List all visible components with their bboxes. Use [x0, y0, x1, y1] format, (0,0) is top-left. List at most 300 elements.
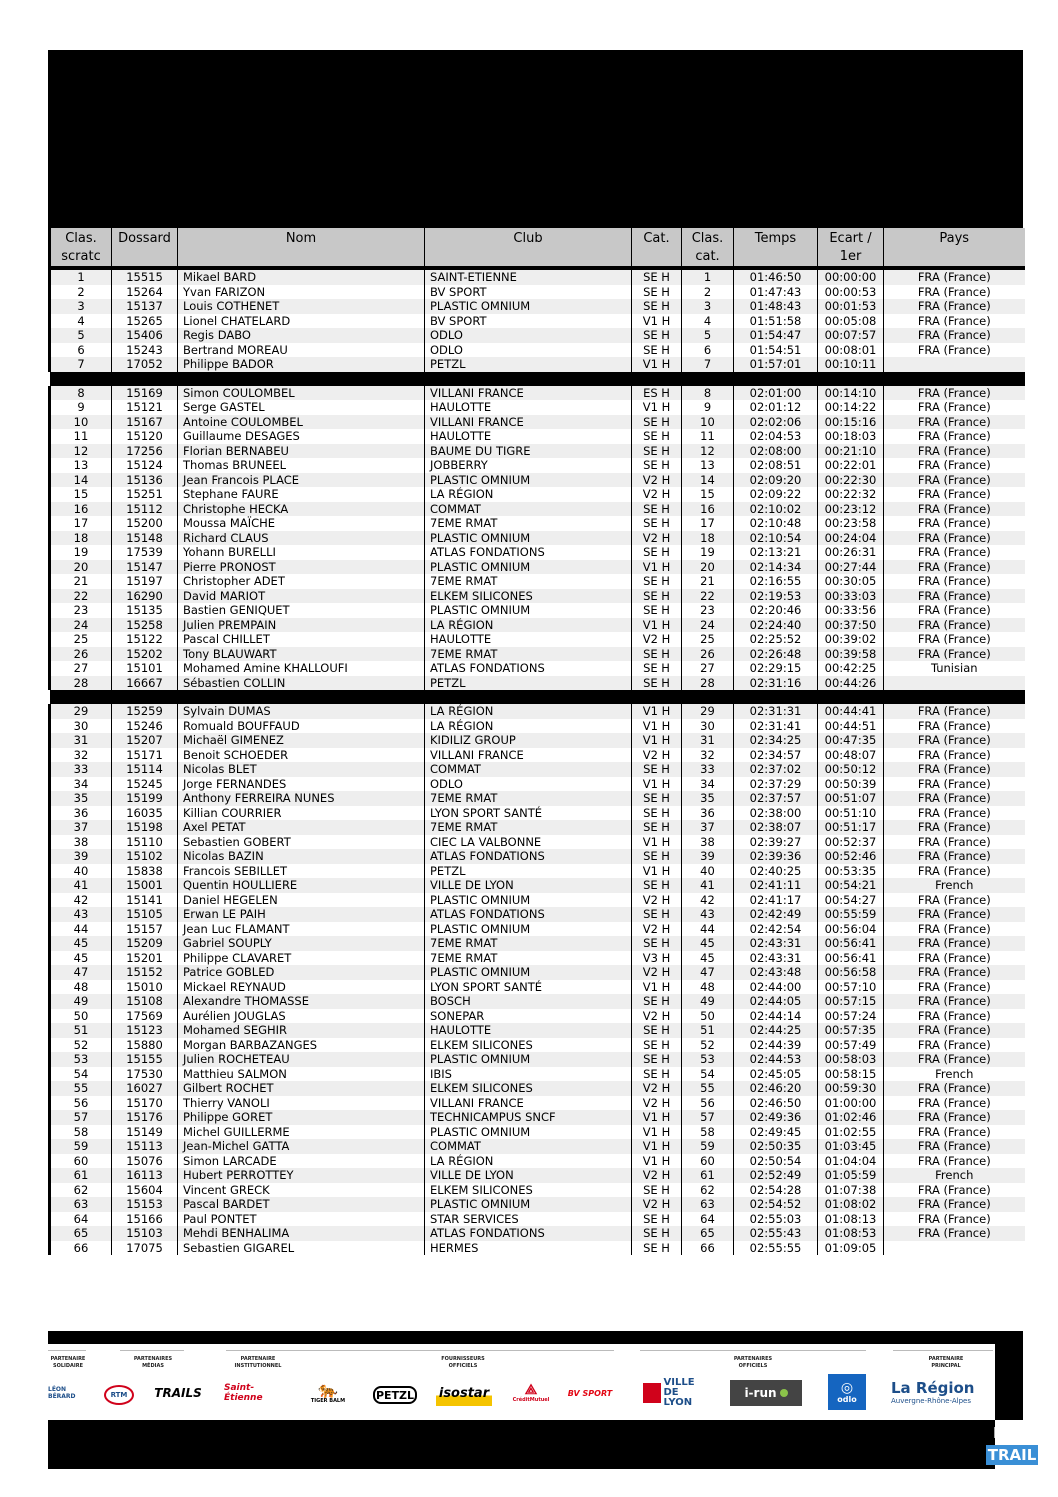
country-cell: FRA (France)	[884, 791, 1025, 806]
cat-rank-cell: 10	[682, 415, 734, 430]
country-cell: FRA (France)	[884, 487, 1025, 502]
cat-cell: V1 H	[632, 777, 682, 792]
club-cell: HAULOTTE	[425, 1023, 632, 1038]
club-cell: LA RÉGION	[425, 704, 632, 719]
rank-cell: 50	[50, 1009, 112, 1024]
rank-cell: 63	[50, 1197, 112, 1212]
name-cell: Anthony FERREIRA NUNES	[178, 791, 425, 806]
bib-cell: 15152	[112, 965, 178, 980]
gap-cell: 01:05:59	[818, 1168, 884, 1183]
gap-cell: 01:03:45	[818, 1139, 884, 1154]
gap-cell: 00:33:56	[818, 603, 884, 618]
table-row	[50, 893, 1025, 908]
cat-rank-cell: 53	[682, 1052, 734, 1067]
country-cell: French	[884, 878, 1025, 893]
time-cell: 02:39:36	[734, 849, 818, 864]
caption-institutionnel: PARTENAIRE INSTITUTIONNEL	[234, 1356, 282, 1369]
country-cell: FRA (France)	[884, 1154, 1025, 1169]
club-cell: COMMAT	[425, 502, 632, 517]
name-cell: Pierre PRONOST	[178, 560, 425, 575]
time-cell: 02:31:31	[734, 704, 818, 719]
club-cell: VILLE DE LYON	[425, 1168, 632, 1183]
rank-cell: 8	[50, 386, 112, 401]
bib-cell: 15406	[112, 328, 178, 343]
time-cell: 02:49:45	[734, 1125, 818, 1140]
bib-cell: 15105	[112, 907, 178, 922]
bib-cell: 15166	[112, 1212, 178, 1227]
club-cell: IBIS	[425, 1067, 632, 1082]
cat-rank-cell: 13	[682, 458, 734, 473]
time-cell: 02:40:25	[734, 864, 818, 879]
bib-cell: 15155	[112, 1052, 178, 1067]
club-cell: VILLANI FRANCE	[425, 748, 632, 763]
table-row	[50, 1038, 1025, 1053]
rank-cell: 13	[50, 458, 112, 473]
gap-cell: 00:37:50	[818, 618, 884, 633]
cat-cell: SE H	[632, 415, 682, 430]
club-cell: VILLANI FRANCE	[425, 386, 632, 401]
gap-cell: 00:47:35	[818, 733, 884, 748]
club-cell: LYON SPORT SANTÉ	[425, 980, 632, 995]
club-cell: 7EME RMAT	[425, 574, 632, 589]
gap-cell: 00:23:58	[818, 516, 884, 531]
cat-cell: SE H	[632, 285, 682, 300]
cat-rank-cell: 42	[682, 893, 734, 908]
gap-cell: 00:51:10	[818, 806, 884, 821]
table-row	[50, 357, 1025, 372]
time-cell: 02:52:49	[734, 1168, 818, 1183]
club-cell: ATLAS FONDATIONS	[425, 849, 632, 864]
name-cell: Simon COULOMBEL	[178, 386, 425, 401]
cat-rank-cell: 60	[682, 1154, 734, 1169]
rank-cell: 51	[50, 1023, 112, 1038]
name-cell: Paul PONTET	[178, 1212, 425, 1227]
cat-rank-cell: 11	[682, 429, 734, 444]
club-cell: ODLO	[425, 777, 632, 792]
gap-cell: 00:30:05	[818, 574, 884, 589]
rank-cell: 10	[50, 415, 112, 430]
country-cell: FRA (France)	[884, 343, 1025, 358]
bib-cell: 15251	[112, 487, 178, 502]
cat-rank-cell: 47	[682, 965, 734, 980]
name-cell: Philippe GORET	[178, 1110, 425, 1125]
header-banner	[48, 50, 1023, 228]
cat-rank-cell: 5	[682, 328, 734, 343]
cat-rank-cell: 52	[682, 1038, 734, 1053]
rtm-logo: RTM	[104, 1385, 134, 1405]
table-row	[50, 603, 1025, 618]
table-row	[50, 1110, 1025, 1125]
club-cell: CIEC LA VALBONNE	[425, 835, 632, 850]
bib-cell: 15103	[112, 1226, 178, 1241]
gap-cell: 00:44:41	[818, 704, 884, 719]
cat-rank-cell: 43	[682, 907, 734, 922]
cat-cell: SE H	[632, 343, 682, 358]
cat-rank-cell: 4	[682, 314, 734, 329]
cat-cell: SE H	[632, 589, 682, 604]
cat-cell: V1 H	[632, 357, 682, 372]
isostar-logo: isostar	[436, 1380, 492, 1406]
bib-cell: 15124	[112, 458, 178, 473]
club-cell: KIDILIZ GROUP	[425, 733, 632, 748]
club-cell: PLASTIC OMNIUM	[425, 299, 632, 314]
name-cell: Tony BLAUWART	[178, 647, 425, 662]
club-cell: TECHNICAMPUS SNCF	[425, 1110, 632, 1125]
livetrail-trail-text: TRAIL	[987, 1446, 1037, 1464]
rank-cell: 66	[50, 1241, 112, 1256]
country-cell: FRA (France)	[884, 328, 1025, 343]
cat-cell: V1 H	[632, 1154, 682, 1169]
cat-cell: SE H	[632, 661, 682, 676]
table-row	[50, 820, 1025, 835]
gap-cell: 00:39:58	[818, 647, 884, 662]
time-cell: 02:19:53	[734, 589, 818, 604]
cat-cell: SE H	[632, 820, 682, 835]
bib-cell: 15838	[112, 864, 178, 879]
caption-rule	[48, 1350, 86, 1351]
rank-cell: 43	[50, 907, 112, 922]
name-cell: Erwan LE PAIH	[178, 907, 425, 922]
bib-cell: 15243	[112, 343, 178, 358]
caption-rule	[312, 1350, 614, 1351]
country-cell: FRA (France)	[884, 835, 1025, 850]
gap-cell: 00:48:07	[818, 748, 884, 763]
country-cell: FRA (France)	[884, 268, 1025, 285]
time-cell: 02:46:50	[734, 1096, 818, 1111]
gap-cell: 00:51:07	[818, 791, 884, 806]
club-cell: 7EME RMAT	[425, 647, 632, 662]
cat-cell: V2 H	[632, 632, 682, 647]
time-cell: 02:04:53	[734, 429, 818, 444]
gap-cell: 00:21:10	[818, 444, 884, 459]
bib-cell: 15246	[112, 719, 178, 734]
cat-cell: SE H	[632, 849, 682, 864]
cat-cell: SE H	[632, 516, 682, 531]
gap-cell: 00:57:35	[818, 1023, 884, 1038]
cat-cell: V2 H	[632, 922, 682, 937]
club-cell: LYON SPORT SANTÉ	[425, 806, 632, 821]
club-cell: 7EME RMAT	[425, 791, 632, 806]
table-row	[50, 1241, 1025, 1256]
country-cell: FRA (France)	[884, 574, 1025, 589]
time-cell: 02:09:22	[734, 487, 818, 502]
gap-cell: 00:15:16	[818, 415, 884, 430]
country-cell: FRA (France)	[884, 502, 1025, 517]
name-cell: Daniel HEGELEN	[178, 893, 425, 908]
club-cell: ELKEM SILICONES	[425, 589, 632, 604]
gap-cell: 01:04:04	[818, 1154, 884, 1169]
rank-cell: 54	[50, 1067, 112, 1082]
country-cell: FRA (France)	[884, 965, 1025, 980]
gap-cell: 00:50:39	[818, 777, 884, 792]
name-cell: Stephane FAURE	[178, 487, 425, 502]
bib-cell: 15147	[112, 560, 178, 575]
name-cell: Killian COURRIER	[178, 806, 425, 821]
col-name: Nom	[178, 228, 425, 268]
table-row	[50, 299, 1025, 314]
time-cell: 02:45:05	[734, 1067, 818, 1082]
bib-cell: 15102	[112, 849, 178, 864]
club-cell: HAULOTTE	[425, 400, 632, 415]
gap-cell: 00:00:00	[818, 268, 884, 285]
time-cell: 02:55:55	[734, 1241, 818, 1256]
club-cell: PLASTIC OMNIUM	[425, 603, 632, 618]
country-cell: FRA (France)	[884, 560, 1025, 575]
time-cell: 02:10:48	[734, 516, 818, 531]
bib-cell: 17539	[112, 545, 178, 560]
bib-cell: 15264	[112, 285, 178, 300]
club-cell: VILLANI FRANCE	[425, 1096, 632, 1111]
time-cell: 02:34:25	[734, 733, 818, 748]
cat-cell: V2 H	[632, 531, 682, 546]
rank-cell: 48	[50, 980, 112, 995]
bib-cell: 15121	[112, 400, 178, 415]
la-region-text: La Région	[891, 1379, 975, 1397]
gap-cell: 00:52:37	[818, 835, 884, 850]
rank-cell: 14	[50, 473, 112, 488]
country-cell: FRA (France)	[884, 400, 1025, 415]
bib-cell: 15199	[112, 791, 178, 806]
separator-bar	[50, 372, 1025, 386]
name-cell: Philippe BADOR	[178, 357, 425, 372]
cat-cell: SE H	[632, 574, 682, 589]
group-separator	[50, 690, 1025, 704]
name-cell: Mickael REYNAUD	[178, 980, 425, 995]
cat-cell: V1 H	[632, 618, 682, 633]
time-cell: 01:48:43	[734, 299, 818, 314]
name-cell: Bertrand MOREAU	[178, 343, 425, 358]
name-cell: Yohann BURELLI	[178, 545, 425, 560]
name-cell: Michel GUILLERME	[178, 1125, 425, 1140]
bib-cell: 15137	[112, 299, 178, 314]
rank-cell: 28	[50, 676, 112, 691]
gap-cell: 00:18:03	[818, 429, 884, 444]
ville-de-lyon-text: VILLE DE LYON	[663, 1377, 695, 1408]
name-cell: Regis DABO	[178, 328, 425, 343]
table-row	[50, 516, 1025, 531]
trails-logo: TRAILS	[154, 1386, 202, 1400]
cat-cell: SE H	[632, 1212, 682, 1227]
club-cell: ELKEM SILICONES	[425, 1183, 632, 1198]
cat-cell: SE H	[632, 1183, 682, 1198]
gap-cell: 00:55:59	[818, 907, 884, 922]
col-gap: Ecart / 1er	[818, 228, 884, 268]
cat-cell: V1 H	[632, 400, 682, 415]
cat-rank-cell: 56	[682, 1096, 734, 1111]
livetrail-logo	[986, 1424, 1038, 1470]
gap-cell: 00:54:21	[818, 878, 884, 893]
club-cell: BAUME DU TIGRE	[425, 444, 632, 459]
cat-rank-cell: 51	[682, 1023, 734, 1038]
table-row	[50, 748, 1025, 763]
gap-cell: 01:08:53	[818, 1226, 884, 1241]
cat-rank-cell: 27	[682, 661, 734, 676]
club-cell: ODLO	[425, 343, 632, 358]
rank-cell: 60	[50, 1154, 112, 1169]
time-cell: 02:24:40	[734, 618, 818, 633]
country-cell: FRA (France)	[884, 719, 1025, 734]
table-row	[50, 951, 1025, 966]
country-cell: FRA (France)	[884, 806, 1025, 821]
col-cat: Cat.	[632, 228, 682, 268]
table-row	[50, 1139, 1025, 1154]
table-row	[50, 632, 1025, 647]
cat-rank-cell: 22	[682, 589, 734, 604]
club-cell: BV SPORT	[425, 314, 632, 329]
bib-cell: 15604	[112, 1183, 178, 1198]
bib-cell: 15202	[112, 647, 178, 662]
time-cell: 02:08:00	[734, 444, 818, 459]
name-cell: Jean Francois PLACE	[178, 473, 425, 488]
gap-cell: 00:56:04	[818, 922, 884, 937]
table-row	[50, 458, 1025, 473]
cat-cell: V1 H	[632, 314, 682, 329]
gap-cell: 00:14:22	[818, 400, 884, 415]
cat-rank-cell: 57	[682, 1110, 734, 1125]
cat-rank-cell: 28	[682, 676, 734, 691]
rank-cell: 7	[50, 357, 112, 372]
club-cell: LA RÉGION	[425, 719, 632, 734]
rank-cell: 15	[50, 487, 112, 502]
time-cell: 02:01:12	[734, 400, 818, 415]
name-cell: Morgan BARBAZANGES	[178, 1038, 425, 1053]
cat-cell: SE H	[632, 676, 682, 691]
table-row	[50, 589, 1025, 604]
bib-cell: 17569	[112, 1009, 178, 1024]
caption-medias: PARTENAIRES MÉDIAS	[133, 1356, 173, 1369]
gap-cell: 01:09:05	[818, 1241, 884, 1256]
cat-rank-cell: 19	[682, 545, 734, 560]
gap-cell: 00:44:51	[818, 719, 884, 734]
name-cell: Nicolas BLET	[178, 762, 425, 777]
bib-cell: 15114	[112, 762, 178, 777]
bib-cell: 16035	[112, 806, 178, 821]
odlo-logo	[828, 1374, 866, 1410]
rank-cell: 35	[50, 791, 112, 806]
name-cell: Francois SEBILLET	[178, 864, 425, 879]
table-row	[50, 444, 1025, 459]
club-cell: ATLAS FONDATIONS	[425, 1226, 632, 1241]
table-row	[50, 936, 1025, 951]
cat-rank-cell: 20	[682, 560, 734, 575]
table-row	[50, 777, 1025, 792]
table-row	[50, 719, 1025, 734]
country-cell	[884, 1241, 1025, 1256]
club-cell: ELKEM SILICONES	[425, 1038, 632, 1053]
bib-cell: 16113	[112, 1168, 178, 1183]
gap-cell: 00:57:15	[818, 994, 884, 1009]
cat-rank-cell: 63	[682, 1197, 734, 1212]
cat-cell: V1 H	[632, 835, 682, 850]
cat-cell: V1 H	[632, 1125, 682, 1140]
name-cell: Louis COTHENET	[178, 299, 425, 314]
rank-cell: 59	[50, 1139, 112, 1154]
cat-rank-cell: 31	[682, 733, 734, 748]
gap-cell: 00:01:53	[818, 299, 884, 314]
country-cell: FRA (France)	[884, 1212, 1025, 1227]
cat-rank-cell: 58	[682, 1125, 734, 1140]
country-cell: FRA (France)	[884, 531, 1025, 546]
time-cell: 02:31:16	[734, 676, 818, 691]
club-cell: PETZL	[425, 864, 632, 879]
cat-cell: V2 H	[632, 1168, 682, 1183]
club-cell: ELKEM SILICONES	[425, 1081, 632, 1096]
name-cell: Nicolas BAZIN	[178, 849, 425, 864]
rank-cell: 30	[50, 719, 112, 734]
cat-cell: SE H	[632, 1023, 682, 1038]
cat-rank-cell: 9	[682, 400, 734, 415]
name-cell: Julien ROCHETEAU	[178, 1052, 425, 1067]
cat-rank-cell: 54	[682, 1067, 734, 1082]
cat-cell: V2 H	[632, 1197, 682, 1212]
table-row	[50, 835, 1025, 850]
table-row	[50, 676, 1025, 691]
bib-cell: 15112	[112, 502, 178, 517]
rank-cell: 38	[50, 835, 112, 850]
table-row	[50, 618, 1025, 633]
table-row	[50, 849, 1025, 864]
country-cell: FRA (France)	[884, 820, 1025, 835]
bib-cell: 15265	[112, 314, 178, 329]
cat-cell: V1 H	[632, 704, 682, 719]
name-cell: Romuald BOUFFAUD	[178, 719, 425, 734]
name-cell: Patrice GOBLED	[178, 965, 425, 980]
cat-cell: SE H	[632, 762, 682, 777]
table-row	[50, 415, 1025, 430]
time-cell: 01:47:43	[734, 285, 818, 300]
name-cell: Antoine COULOMBEL	[178, 415, 425, 430]
caption-officiels: PARTENAIRES OFFICIELS	[733, 1356, 773, 1369]
bib-cell: 15122	[112, 632, 178, 647]
cat-rank-cell: 2	[682, 285, 734, 300]
name-cell: David MARIOT	[178, 589, 425, 604]
club-cell: STAR SERVICES	[425, 1212, 632, 1227]
cat-rank-cell: 49	[682, 994, 734, 1009]
separator-bar	[50, 690, 1025, 704]
club-cell: 7EME RMAT	[425, 951, 632, 966]
name-cell: Serge GASTEL	[178, 400, 425, 415]
table-row	[50, 704, 1025, 719]
caption-principal: PARTENAIRE PRINCIPAL	[928, 1356, 964, 1369]
rank-cell: 47	[50, 965, 112, 980]
rank-cell: 64	[50, 1212, 112, 1227]
country-cell: FRA (France)	[884, 1125, 1025, 1140]
lyon-lion-icon	[643, 1383, 661, 1403]
time-cell: 02:42:54	[734, 922, 818, 937]
time-cell: 02:43:31	[734, 936, 818, 951]
cat-rank-cell: 18	[682, 531, 734, 546]
table-row	[50, 268, 1025, 285]
cat-rank-cell: 1	[682, 268, 734, 285]
caption-fournisseurs: FOURNISSEURS OFFICIELS	[441, 1356, 485, 1369]
gap-cell: 00:22:30	[818, 473, 884, 488]
cat-rank-cell: 61	[682, 1168, 734, 1183]
rank-cell: 1	[50, 268, 112, 285]
time-cell: 02:38:00	[734, 806, 818, 821]
rank-cell: 29	[50, 704, 112, 719]
gap-cell: 00:42:25	[818, 661, 884, 676]
time-cell: 02:02:06	[734, 415, 818, 430]
bib-cell: 15515	[112, 268, 178, 285]
time-cell: 02:20:46	[734, 603, 818, 618]
cat-cell: SE H	[632, 603, 682, 618]
time-cell: 02:55:03	[734, 1212, 818, 1227]
name-cell: Christopher ADET	[178, 574, 425, 589]
sponsors-strip	[48, 1344, 995, 1420]
cat-cell: SE H	[632, 1241, 682, 1256]
table-row	[50, 429, 1025, 444]
club-cell: PLASTIC OMNIUM	[425, 560, 632, 575]
